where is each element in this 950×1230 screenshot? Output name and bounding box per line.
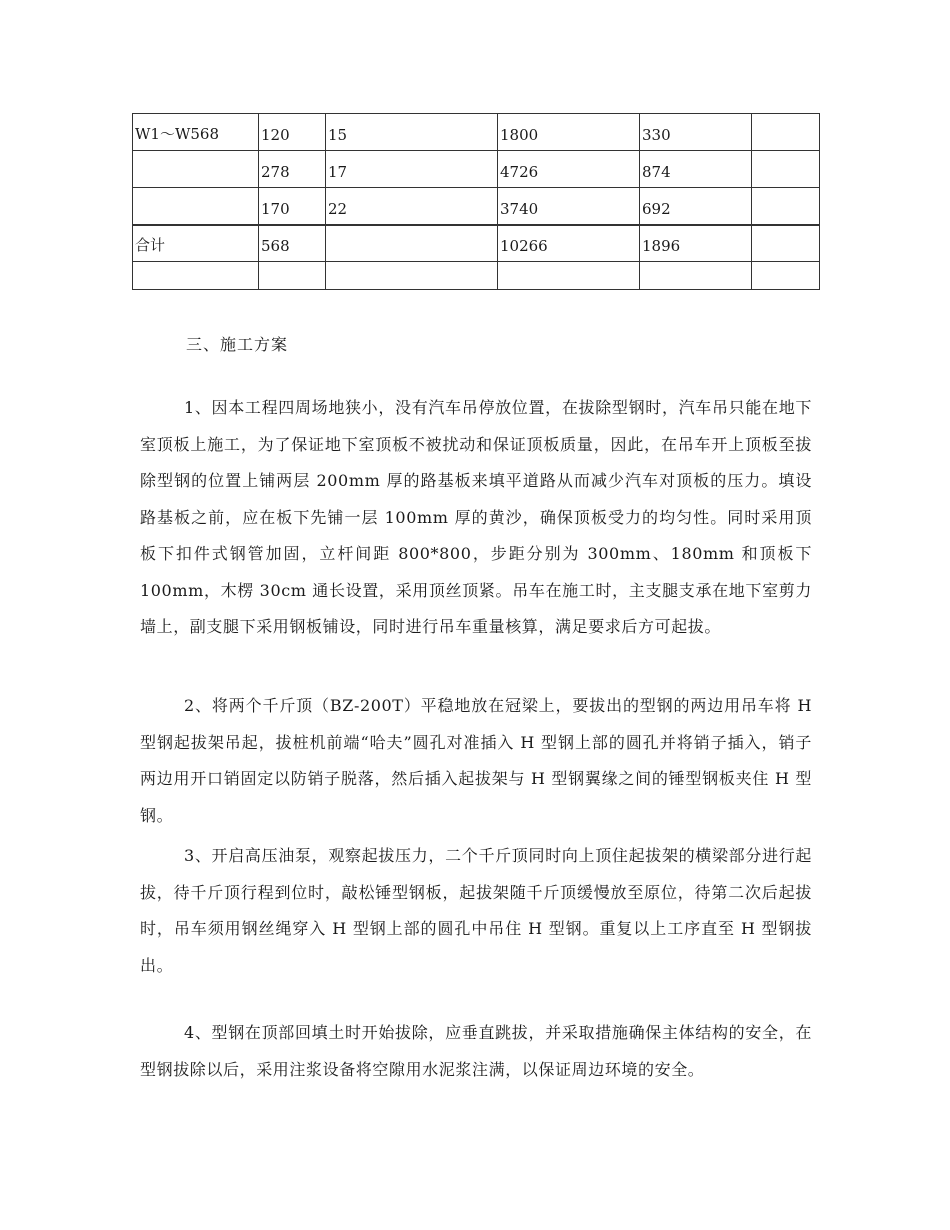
paragraph-3: 3、开启高压油泵，观察起拔压力，二个千斤顶同时向上顶住起拔架的横梁部分进行起拔，待千斤顶行程到位时，敲松锤型钢板，起拔架随千斤顶缓慢放至原位，待第二次后起拔时，吊车须用钢丝绳穿入 H 型钢上部的圆孔中吊住 H 型钢。重复以上工序直至 H 型钢拔出。 [140,846,812,975]
table-cell: 278 [259,151,326,188]
table-cell: 17 [326,151,498,188]
paragraph-1: 1、因本工程四周场地狭小，没有汽车吊停放位置，在拔除型钢时，汽车吊只能在地下室顶板上施工，为了保证地下室顶板不被扰动和保证顶板质量，因此，在吊车开上顶板至拔除型钢的位置上铺两层 200mm 厚的路基板来填平道路从而减少汽车对顶板的压力。填设路基板之前，应在板下先铺一层 100mm 厚的黄沙，确保顶板受力的均匀性。同时采用顶板下扣件式钢管加固，立杆间距 800*800，步距分别为 300mm、180mm 和顶板下 100mm，木楞 30cm 通长设置，采用顶丝顶紧。吊车在施工时，主支腿支承在地下室剪力墙上，副支腿下采用钢板铺设，同时进行吊车重量核算，满足要求后方可起拔。 [140,398,812,636]
table-cell: 10266 [498,225,640,262]
table-cell [498,262,640,290]
table-cell: 330 [640,114,752,151]
table-total-row [133,225,820,262]
table-cell: 874 [640,151,752,188]
table-cell [752,225,820,262]
table-cell: 170 [259,188,326,225]
table-cell: 1896 [640,225,752,262]
table-cell: 15 [326,114,498,151]
section-heading: 三、施工方案 [186,335,289,354]
paragraph-4: 4、型钢在顶部回填土时开始拔除，应垂直跳拔，并采取措施确保主体结构的安全，在型钢拔除以后，采用注浆设备将空隙用水泥浆注满，以保证周边环境的安全。 [140,1023,812,1079]
table-cell [133,262,259,290]
table-cell [326,225,498,262]
table-row [133,188,820,225]
table-cell [133,151,259,188]
table-cell: 22 [326,188,498,225]
table-row [133,262,820,290]
table-cell [752,188,820,225]
paragraph-2: 2、将两个千斤顶（BZ-200T）平稳地放在冠梁上，要拔出的型钢的两边用吊车将 H 型钢起拔架吊起，拔桩机前端“哈夫”圆孔对准插入 H 型钢上部的圆孔并将销子插入，销子两边用开口销固定以防销子脱落，然后插入起拔架与 H 型钢翼缘之间的锤型钢板夹住 H 型钢。 [140,696,812,825]
table-cell: 120 [259,114,326,151]
table-cell: 692 [640,188,752,225]
table-cell [752,151,820,188]
table-cell [326,262,498,290]
table-cell: W1～W568 [133,114,259,151]
table-row [133,114,820,151]
table-cell [752,262,820,290]
table-cell: 合计 [133,225,259,262]
table-cell: 3740 [498,188,640,225]
table-cell [752,114,820,151]
table-cell [640,262,752,290]
table-cell [133,188,259,225]
table-cell: 568 [259,225,326,262]
steel-quantity-table [132,113,820,290]
table-cell: 4726 [498,151,640,188]
table-row [133,151,820,188]
table-cell [259,262,326,290]
table-cell: 1800 [498,114,640,151]
